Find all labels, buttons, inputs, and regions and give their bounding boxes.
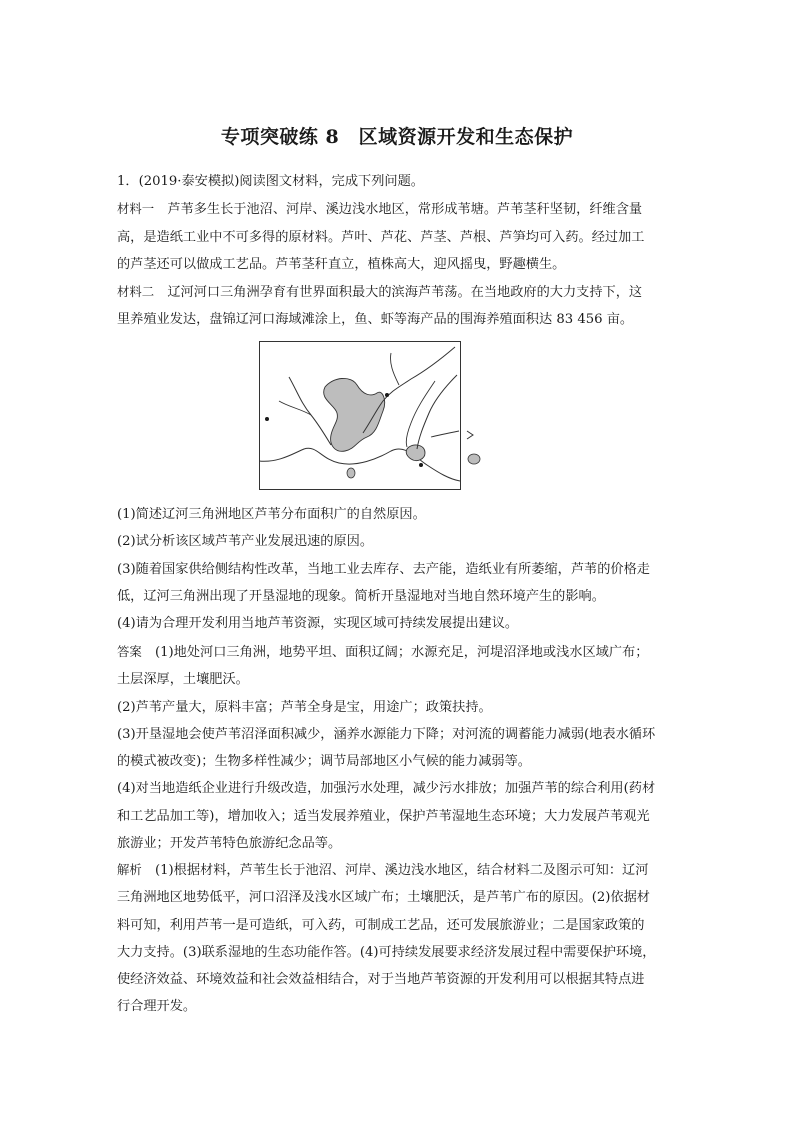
material1-line-2: 高，是造纸工业中不可多得的原材料。芦叶、芦花、芦茎、芦根、芦笋均可入药。经过加工 (117, 229, 645, 245)
coastline (259, 448, 460, 481)
sub-question-3a: (3)随着国家供给侧结构性改革，当地工业去库存、去产能，造纸业有所萎缩，芦苇的价格走 (117, 561, 650, 577)
legend-river-icon (467, 431, 473, 439)
answer-line-1: 答案 (1)地处河口三角洲，地势平坦、面积辽阔；水源充足，河堤沼泽地或浅水区域广布； (117, 644, 649, 660)
answer-line-5: 的模式被改变)；生物多样性减少；调节局部地区小气候的能力减弱等。 (117, 754, 531, 770)
sub-questions-block (117, 501, 679, 637)
analysis-label: 解析 (117, 862, 142, 877)
material2-line-1: 材料二 辽河河口三角洲孕育有世界面积最大的滨海芦苇荡。在当地政府的大力支持下，这 (117, 284, 643, 301)
material1-label: 材料一 (117, 201, 155, 217)
analysis-line-1: 解析 (1)根据材料，芦苇生长于池沼、河岸、溪边浅水地区，结合材料二及图示可知：辽河 (117, 862, 649, 878)
analysis-line-2: 三角洲地区地势低平，河口沼泽及浅水区域广布；土壤肥沃，是芦苇广布的原因。(2)依据材 (117, 890, 650, 906)
answer-line-3: (2)芦苇产量大，原料丰富；芦苇全身是宝，用途广；政策扶持。 (117, 699, 492, 715)
reed-area-yingkou (406, 445, 425, 461)
reed-area-main (324, 378, 385, 451)
daliao-branch (406, 381, 435, 447)
liaohe-delta-map (259, 341, 543, 490)
reed-area-islet (347, 468, 355, 478)
jinzhou-dot (265, 417, 269, 421)
answer-line-4: (3)开垦湿地会使芦苇沼泽面积减少，涵养水源能力下降；对河流的调蓄能力减弱(地表水循环 (117, 726, 656, 742)
material2-label: 材料二 (117, 284, 155, 300)
analysis-line-3: 料可知，利用芦苇一是可造纸，可入药，可制成工艺品，还可发展旅游业；二是国家政策的 (117, 917, 645, 933)
analysis-block (117, 856, 679, 1021)
material2-line-2: 里养殖业发达，盘锦辽河口海域滩涂上，鱼、虾等海产品的围海养殖面积达 83 456 亩。 (117, 312, 634, 328)
sub-question-2: (2)试分析该区域芦苇产业发展迅速的原因。 (117, 534, 374, 550)
question-block (117, 168, 679, 334)
answer-line-8: 旅游业；开发芦苇特色旅游纪念品等。 (117, 836, 342, 852)
answer-label: 答案 (117, 644, 142, 659)
page-title: 专项突破练 8 区域资源开发和生态保护 (220, 126, 574, 148)
question-intro: 1．(2019·泰安模拟)阅读图文材料，完成下列问题。 (117, 174, 424, 189)
panjin-dot (385, 393, 389, 397)
material1-line-1: 材料一 芦苇多生长于池沼、河岸、溪边浅水地区，常形成苇塘。芦苇茎秆坚韧，纤维含量 (117, 201, 643, 218)
sub-question-4: (4)请为合理开发利用当地芦苇资源，实现区域可持续发展提出建议。 (117, 616, 519, 632)
analysis-line-6: 行合理开发。 (117, 999, 197, 1015)
yingkou-dot (419, 463, 423, 467)
daliao-river (417, 375, 457, 449)
daliao-tributary (431, 431, 459, 437)
answer-line-7: 和工艺品加工等)，增加收入；适当发展养殖业，保护芦苇湿地生态环境；大力发展芦苇观光 (117, 808, 650, 824)
analysis-line-4: 大力支持。(3)联系湿地的生态功能作答。(4)可持续发展要求经济发展过程中需要保护环境， (117, 944, 656, 960)
answer-line-2: 土层深厚，土壤肥沃。 (117, 672, 249, 688)
sub-question-1: (1)简述辽河三角洲地区芦苇分布面积广的自然原因。 (117, 507, 426, 522)
material1-line-3: 的芦茎还可以做成工艺品。芦苇茎秆直立，植株高大，迎风摇曳，野趣横生。 (117, 256, 566, 272)
analysis-line-5: 使经济效益、环境效益和社会效益相结合，对于当地芦苇资源的开发利用可以根据其特点进 (117, 972, 645, 988)
answer-block (117, 638, 679, 857)
sub-question-3b: 低，辽河三角洲出现了开垦湿地的现象。简析开垦湿地对当地自然环境产生的影响。 (117, 588, 605, 604)
answer-line-6: (4)对当地造纸企业进行升级改造，加强污水处理，减少污水排放；加强芦苇的综合利用(药材 (117, 781, 656, 797)
shuangtaizi-tributary (390, 353, 399, 385)
legend-reed-icon (468, 454, 480, 464)
